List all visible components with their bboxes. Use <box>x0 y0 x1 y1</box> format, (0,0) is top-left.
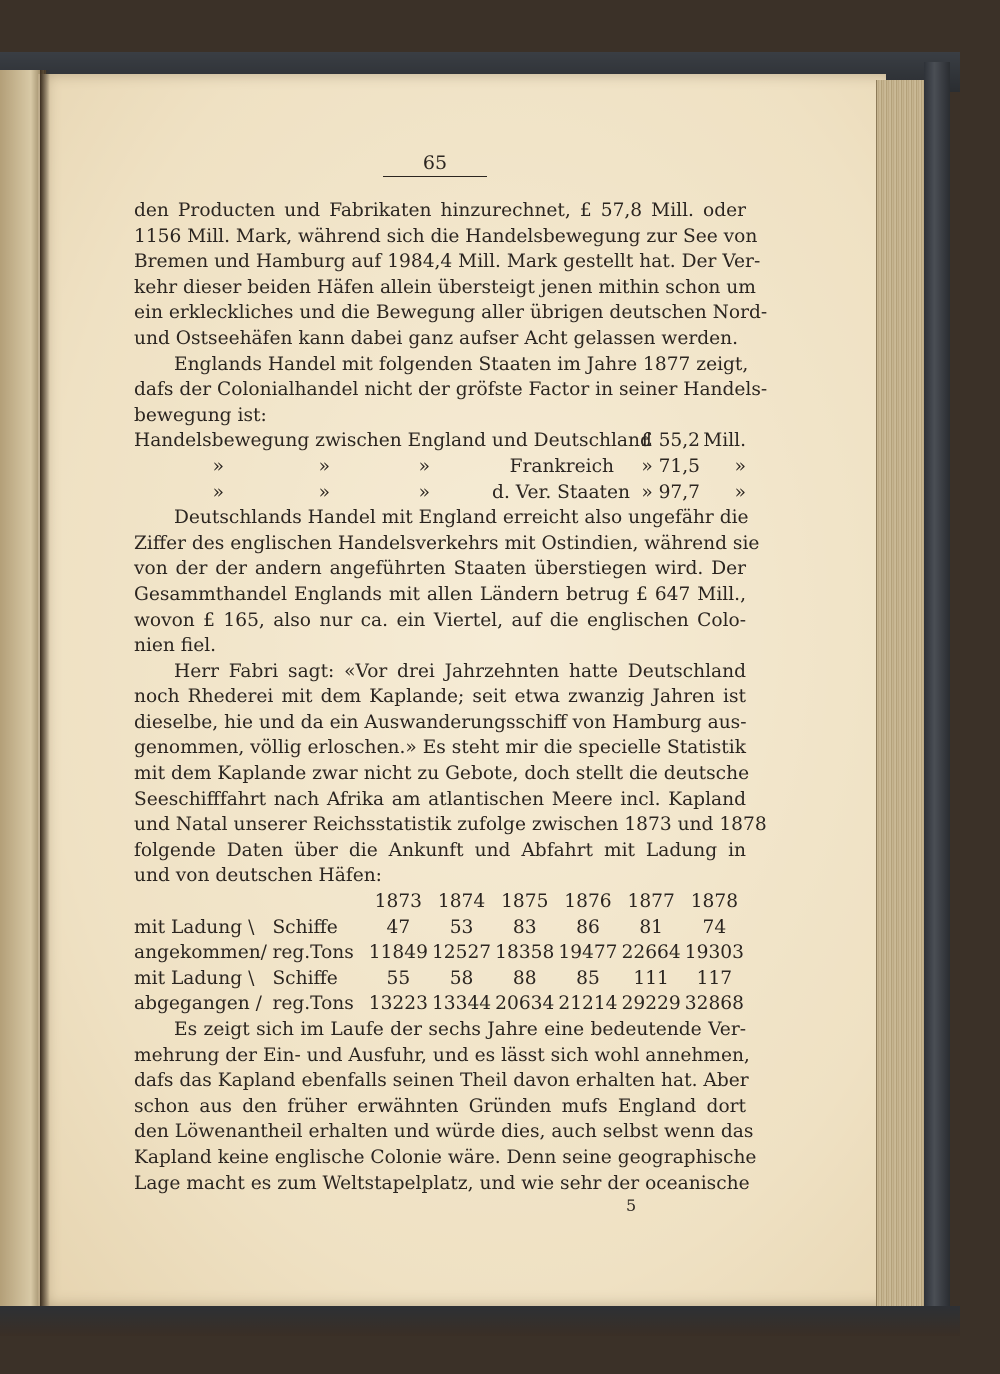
row-group: abgegangen <box>134 993 250 1015</box>
table-cell: 19477 <box>558 942 618 964</box>
paragraph-5 <box>134 1017 757 1196</box>
year-header: 1875 <box>501 891 549 913</box>
text-line: mit dem Kaplande zwar nicht zu Gebote, doch stellt die deutsche <box>134 763 750 785</box>
text-line: kehr dieser beiden Häfen allein übersteigt jenen mithin schon um <box>134 276 756 298</box>
text-line: ein erkleckliches und die Bewegung aller übrigen deutschen Nord- <box>134 302 768 324</box>
text-line: bewegung ist: <box>134 404 267 426</box>
text-line: und Natal unserer Reichsstatistik zufolge zwischen 1873 und 1878 <box>134 814 767 836</box>
text-line: den Producten und Fabrikaten hinzurechnet, £ 57,8 Mill. oder <box>134 200 746 221</box>
ditto-mark: » <box>418 481 430 503</box>
row-kind: Schiffe <box>272 916 338 938</box>
table-cell: 19303 <box>684 942 744 964</box>
ditto-mark: » <box>418 455 430 477</box>
paragraph-1 <box>134 198 768 352</box>
row-kind: reg.Tons <box>272 993 354 1015</box>
trade-unit: » <box>734 455 746 477</box>
year-header: 1873 <box>374 891 422 913</box>
table-cell: 11849 <box>368 942 428 964</box>
text-line: Seeschifffahrt nach Afrika am atlantischen Meere incl. Kapland <box>134 788 746 810</box>
trade-value: » 71,5 <box>641 455 700 477</box>
table-cell: 29229 <box>621 993 681 1015</box>
ditto-mark: » <box>318 481 330 503</box>
text-line: Es zeigt sich im Laufe der sechs Jahre eine bedeutende Ver- <box>174 1019 746 1040</box>
ditto-mark: » <box>212 481 224 503</box>
table-cell: 58 <box>449 967 474 989</box>
year-header: 1876 <box>564 891 612 913</box>
row-bracket: / <box>260 942 267 964</box>
table-cell: 13344 <box>431 993 492 1015</box>
table-cell: 47 <box>386 916 411 938</box>
text-line: Bremen und Hamburg auf 1984,4 Mill. Mark gestellt hat. Der Ver- <box>134 251 761 273</box>
text-line: Ziffer des englischen Handelsverkehrs mit Ostindien, während sie <box>134 532 760 554</box>
text-line: und von deutschen Häfen: <box>134 865 382 887</box>
paragraph-3 <box>134 505 760 659</box>
text-line: von der der andern angeführten Staaten überstiegen wird. Der <box>134 558 746 580</box>
text-line: Deutschlands Handel mit England erreicht also ungefähr die <box>174 507 749 529</box>
year-header: 1877 <box>627 891 675 913</box>
body-text <box>134 198 768 1196</box>
table-cell: 20634 <box>495 993 555 1015</box>
row-group: mit Ladung <box>134 967 243 989</box>
year-header: 1874 <box>437 891 486 913</box>
shipping-table <box>134 889 746 1017</box>
row-group: angekommen <box>134 942 261 964</box>
table-cell: 117 <box>696 967 733 989</box>
trade-row <box>134 480 746 506</box>
table-cell: 12527 <box>431 942 492 964</box>
table-cell: 86 <box>576 916 600 938</box>
trade-country: d. Ver. Staaten <box>492 481 630 503</box>
table-cell: 32868 <box>684 993 744 1015</box>
table-cell: 22664 <box>621 942 681 964</box>
shipping-row <box>134 915 746 941</box>
shipping-row <box>134 940 746 966</box>
text-line: schon aus den früher erwähnten Gründen mufs England dort <box>134 1095 746 1117</box>
table-cell: 88 <box>512 967 537 989</box>
table-cell: 81 <box>639 916 663 938</box>
text-line: dieselbe, hie und da ein Auswanderungsschiff von Hamburg aus- <box>134 711 747 733</box>
text-line: mehrung der Ein- und Ausfuhr, und es lässt sich wohl annehmen, <box>134 1044 750 1066</box>
trade-unit: » <box>734 481 746 503</box>
trade-label: Handelsbewegung zwischen England und Deutschland <box>134 430 652 452</box>
text-line: folgende Daten über die Ankunft und Abfahrt mit Ladung in <box>134 839 746 861</box>
row-bracket: \ <box>248 916 255 938</box>
text-line: Lage macht es zum Weltstapelplatz, und wie sehr der oceanische <box>134 1172 750 1194</box>
row-kind: Schiffe <box>272 967 338 989</box>
text-line: 1156 Mill. Mark, während sich die Handelsbewegung zur See von <box>134 225 758 247</box>
table-cell: 85 <box>576 967 600 989</box>
shipping-header-row <box>134 889 746 915</box>
shipping-row <box>134 966 746 992</box>
text-line: und Ostseehäfen kann dabei ganz aufser Acht gelassen werden. <box>134 327 739 349</box>
table-cell: 53 <box>449 916 474 938</box>
ditto-mark: » <box>212 455 224 477</box>
ditto-mark: » <box>318 455 330 477</box>
trade-unit: Mill. <box>703 430 746 452</box>
text-line: dafs das Kapland ebenfalls seinen Theil davon erhalten hat. Aber <box>134 1070 749 1092</box>
paragraph-2 <box>134 352 768 429</box>
paragraph-4 <box>134 659 767 889</box>
text-line: noch Rhederei mit dem Kaplande; seit etwa zwanzig Jahren ist <box>134 686 746 708</box>
trade-row <box>134 428 746 454</box>
trade-country: Frankreich <box>509 455 614 477</box>
table-cell: 83 <box>512 916 537 938</box>
table-cell: 111 <box>633 967 669 989</box>
year-header: 1878 <box>690 891 739 913</box>
trade-table <box>134 428 746 505</box>
table-cell: 55 <box>386 967 411 989</box>
trade-value: » 97,7 <box>641 481 700 503</box>
page-number: 65 <box>383 152 487 177</box>
trade-row <box>134 454 746 480</box>
trade-value: £ 55,2 <box>640 430 700 452</box>
row-bracket: / <box>255 993 262 1015</box>
text-line: den Löwenantheil erhalten und würde dies, auch selbst wenn das <box>134 1121 754 1143</box>
table-cell: 74 <box>702 916 727 938</box>
text-line: Englands Handel mit folgenden Staaten im Jahre 1877 zeigt, <box>174 353 749 375</box>
text-line: genommen, völlig erloschen.» Es steht mir die specielle Statistik <box>134 737 746 759</box>
table-cell: 18358 <box>495 942 555 964</box>
text-line: nien fiel. <box>134 635 217 657</box>
text-line: Herr Fabri sagt: «Vor drei Jahrzehnten hatte Deutschland <box>174 660 746 682</box>
row-group: mit Ladung <box>134 916 243 938</box>
text-line: dafs der Colonialhandel nicht der gröfste Factor in seiner Handels- <box>134 379 768 401</box>
text-line: Kapland keine englische Colonie wäre. Denn seine geographische <box>134 1146 757 1168</box>
shipping-row <box>134 991 746 1017</box>
signature-mark: 5 <box>626 1196 637 1215</box>
text-line: wovon £ 165, also nur ca. ein Viertel, auf die englischen Colo- <box>134 609 746 631</box>
table-cell: 13223 <box>368 993 428 1015</box>
table-cell: 21214 <box>558 993 618 1015</box>
row-bracket: \ <box>248 967 255 989</box>
text-line: Gesammthandel Englands mit allen Ländern betrug £ 647 Mill., <box>134 583 746 605</box>
row-kind: reg.Tons <box>272 942 354 964</box>
